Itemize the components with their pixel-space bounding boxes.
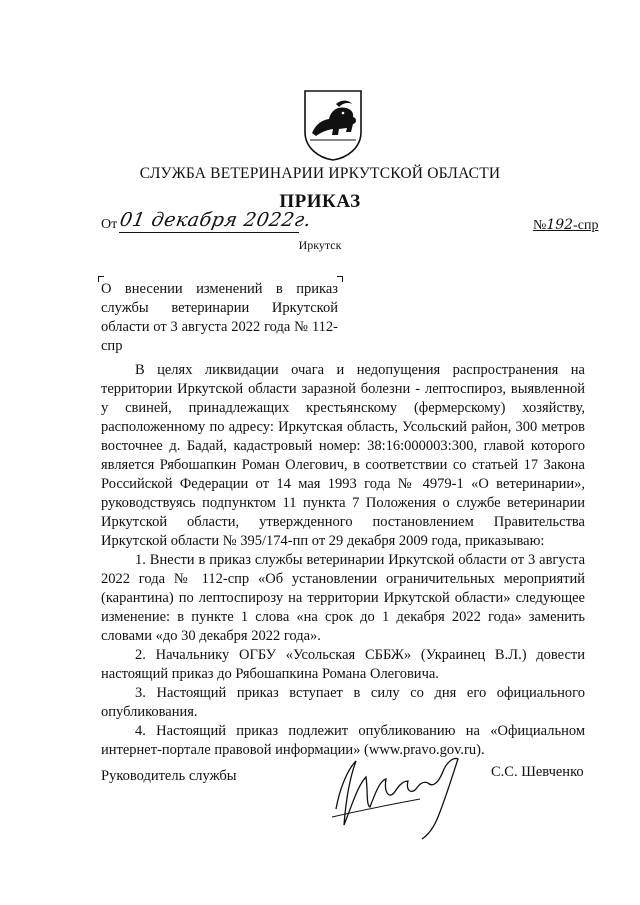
body-paragraph-item-3: 3. Настоящий приказ вступает в силу со дня его официального опубликования.	[101, 685, 585, 720]
document-body	[101, 361, 585, 760]
subject-text: О внесении изменений в приказ службы ветеринарии Иркутской области от 3 августа 2022 года № 112-спр	[101, 281, 338, 354]
body-paragraph-item-2: 2. Начальнику ОГБУ «Усольская СББЖ» (Украинец В.Л.) довести настоящий приказ до Рябошапкина Романа Олеговича.	[101, 647, 585, 682]
date-prefix: От	[101, 217, 118, 232]
document-type: ПРИКАЗ	[279, 191, 361, 212]
city: Иркутск	[298, 238, 342, 252]
body-paragraph-item-1: 1. Внести в приказ службы ветеринарии Иркутской области от 3 августа 2022 года № 112-спр «Об установлении ограничительных мероприятий (карантина) по лептоспирозу на территории Иркутской области» следующее изменение: в пункте 1 слова «на срок до 1 декабря 2022 года» заменить словами «до 30 декабря 2022 года».	[101, 552, 585, 644]
signatory-name: С.С. Шевченко	[491, 764, 584, 780]
organization-name: СЛУЖБА ВЕТЕРИНАРИИ ИРКУТСКОЙ ОБЛАСТИ	[139, 165, 501, 182]
coat-of-arms-emblem	[302, 88, 364, 162]
body-paragraph-preamble: В целях ликвидации очага и недопущения распространения на территории Иркутской области заразной болезни - лептоспироз, выявленной у свиней, принадлежащих крестьянскому (фермерскому) хозяйству, расположенному по адресу: Иркутская область, Усольский район, 300 метров восточнее д. Бадай, кадастровый номер: 38:16:000003:300, главой которого является Рябошапкин Роман Олегович, в соответствии со статьей 17 Закона Российской Федерации от 14 мая 1993 года № 4979-1 «О ветеринарии», руководствуясь подпунктом 11 пункта 7 Положения о службе ветеринарии Иркутской области, утвержденного постановлением Правительства Иркутской области № 395/174-пп от 29 декабря 2009 года, приказываю:	[101, 362, 585, 549]
date-underline	[119, 232, 299, 233]
number-prefix: №	[533, 218, 547, 233]
number-suffix: -спр	[573, 218, 599, 233]
handwritten-signature	[328, 747, 468, 842]
body-paragraph-item-4: 4. Настоящий приказ подлежит опубликованию на «Официальном интернет-портале правовой информации» (www.pravo.gov.ru).	[101, 723, 585, 758]
handwritten-date: 01 декабря 2022г.	[118, 209, 314, 231]
handwritten-number: 192	[546, 217, 574, 233]
signatory-title: Руководитель службы	[101, 768, 237, 784]
document-number	[533, 217, 598, 234]
